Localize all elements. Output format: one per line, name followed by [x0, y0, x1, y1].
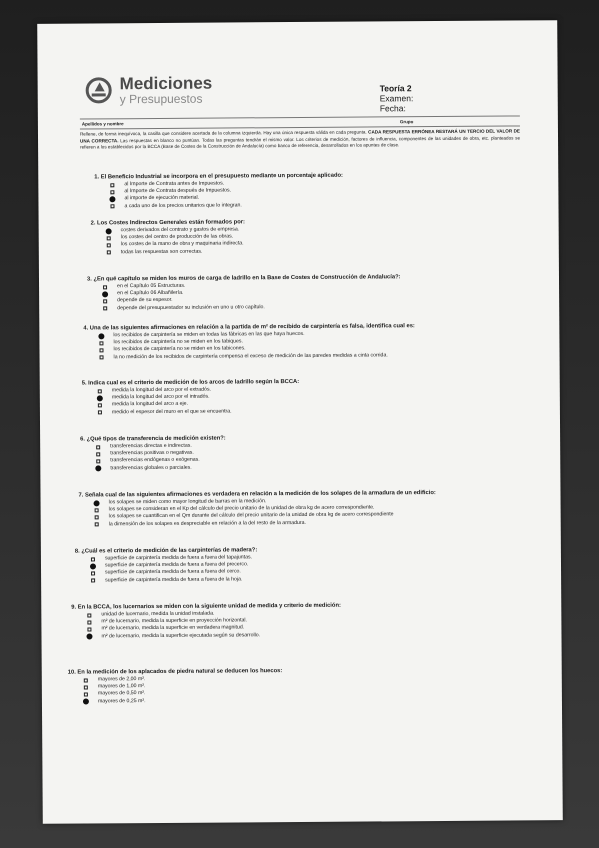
answer-option-label: depende de su espesor. [117, 297, 173, 304]
student-field-row [80, 115, 520, 129]
question-title: 9. En la BCCA, los lucernarios se miden con la siguiente unidad de medida y criterio de medición: [71, 602, 341, 611]
question-8 [75, 544, 525, 584]
answer-option-label: superficie de carpintería medida de fuera a fuera de la hoja. [105, 576, 243, 583]
answer-option-label: los solapes se cuantifican en el Qm durante del cálculo del precio unitario de la unidad de obra kg de acero correspondiente [108, 511, 394, 520]
exam-label: Examen: [379, 93, 414, 104]
checkbox-icon[interactable] [95, 523, 99, 527]
answer-option-label: medida la longitud del arco por el extradós. [111, 386, 211, 394]
answer-option-label: mayores de 0,50 m². [97, 690, 146, 697]
checkbox-icon[interactable] [84, 692, 88, 696]
checkbox-icon[interactable] [87, 620, 91, 624]
checkbox-icon[interactable] [84, 685, 88, 689]
answer-option-label: superficie de carpintería medida de fuera a fuera del tapajuntas. [104, 554, 253, 562]
checkbox-icon[interactable] [98, 411, 102, 415]
answer-option-label: los recibidos de carpintería no se miden en los tabicones. [113, 345, 246, 353]
name-field-label: Apellidos y nombre [81, 121, 124, 127]
answer-option-label: los costes del centro de producción de las obras. [120, 233, 234, 241]
question-9 [71, 600, 521, 640]
checkbox-icon[interactable] [84, 678, 88, 682]
filled-checkbox-icon[interactable] [90, 563, 96, 569]
date-label: Fecha: [379, 103, 406, 114]
question-4 [83, 321, 533, 361]
checkbox-icon[interactable] [87, 613, 91, 617]
instructions [80, 128, 520, 151]
filled-checkbox-icon[interactable] [86, 634, 92, 640]
question-6 [80, 432, 530, 472]
question-title: 3. ¿En qué capítulo se miden los muros de carga de ladrillo en la Base de Costes de Construcción de Andalucía?: [86, 274, 401, 283]
instructions-text: Rellene, de forma inequívoca, la casilla que considere acertada de la columna izquierda. Hay una única respuesta válida en cada pregunta. [79, 129, 369, 137]
checkbox-icon[interactable] [95, 508, 99, 512]
answer-option-label: m² de lucernario, medida la superficie en proyección horizontal. [101, 617, 248, 625]
checkbox-icon[interactable] [100, 356, 104, 360]
logo-text [120, 75, 213, 106]
answer-option-label: los solapes se consideran en el Kp del cálculo del precio unitario de la unidad de obra kg de acero correspondiente. [108, 504, 375, 513]
checkbox-icon[interactable] [103, 299, 107, 303]
answer-option-label: en el Capítulo 06 Albañilería. [117, 290, 184, 297]
answer-option-label: unidad de lucernario, medida la unidad instalada. [101, 610, 215, 618]
answer-option-label: m² de lucernario, medida la superficie en verdadera magnitud. [101, 624, 245, 632]
answer-option-label: los recibidos de carpintería se miden en todas las fábricas en las que haya huecos. [113, 330, 305, 339]
checkbox-icon[interactable] [103, 307, 107, 311]
answer-option-label: mayores de 0,25 m². [97, 697, 146, 705]
answer-option-label: mayores de 2,00 m². [97, 676, 146, 683]
filled-checkbox-icon[interactable] [97, 395, 103, 401]
question-title: 1. El Beneficio Industrial se incorpora en el presupuesto mediante un porcentaje aplicado: [94, 172, 343, 181]
checkbox-icon[interactable] [96, 445, 100, 449]
question-title: 2. Los Costes Indirectos Generales están formados por: [90, 219, 245, 227]
answer-option-label: m² de lucernario, medida la superficie ejecutada según su desarrollo. [101, 631, 261, 640]
question-10 [68, 665, 518, 705]
answer-option-label: en el Capítulo 05 Estructuras. [117, 282, 186, 290]
logo-subtitle: y Presupuestos [119, 91, 203, 107]
answer-option-label: los solapes se miden como mayor longitud de barras en la medición. [108, 498, 267, 506]
filled-checkbox-icon[interactable] [83, 699, 89, 705]
question-2 [91, 216, 541, 256]
question-5 [82, 376, 532, 416]
question-title: 8. ¿Cuál es el criterio de medición de las carpinterías de madera?: [74, 547, 258, 555]
filled-checkbox-icon[interactable] [98, 333, 104, 339]
checkbox-icon[interactable] [96, 459, 100, 463]
filled-checkbox-icon[interactable] [102, 291, 108, 297]
answer-option-label: medido el espesor del muro en el que se encuentra. [111, 408, 232, 415]
checkbox-icon[interactable] [95, 515, 99, 519]
answer-option-label: los recibidos de carpintería no se miden en los tabiques. [113, 338, 243, 346]
checkbox-icon[interactable] [98, 389, 102, 393]
filled-checkbox-icon[interactable] [94, 500, 100, 506]
logo-title: Mediciones [119, 73, 213, 94]
checkbox-icon[interactable] [87, 627, 91, 631]
filled-checkbox-icon[interactable] [95, 466, 101, 472]
checkbox-icon[interactable] [91, 571, 95, 575]
checkbox-icon[interactable] [103, 285, 107, 289]
answer-option-label: la dimensión de los solapes es despreciable en relación a la del resto de la armadura. [108, 519, 306, 527]
question-title: 7. Señala cual de las siguientes afirmaciones es verdadera en relación a la medición de los solapes de la armadura de un edificio: [78, 490, 436, 499]
question-title: 10. En la medición de los aplacados de piedra natural se deducen los huecos: [67, 668, 283, 676]
answer-option-label: transferencias positivas o negativas. [110, 449, 194, 457]
checkbox-icon[interactable] [107, 251, 111, 255]
answer-option-label: los costes de la mano de obra y maquinaria indirecta. [120, 240, 244, 248]
answer-option-label: medida la longitud del arco a eje. [111, 401, 189, 408]
question-title: 4. Una de las siguientes afirmaciones en relación a la partida de m² de recibido de carpintería es falsa, identifica cual es: [83, 323, 415, 332]
answer-option-label: al Importe de Contrata después de Impuestos. [124, 187, 232, 195]
exam-sheet [37, 20, 563, 824]
answer-option-label: al Importe de Contrata antes de Impuestos. [124, 180, 225, 188]
checkbox-icon[interactable] [110, 190, 114, 194]
answer-option-label: depende del presupuestador su inclusión en uno u otro capítulo. [117, 303, 265, 311]
checkbox-icon[interactable] [110, 204, 114, 208]
logo-icon [86, 78, 112, 104]
question-3 [87, 272, 537, 312]
answer-option-label: transferencias endógenas o exógenas. [110, 457, 200, 464]
answer-option-label: superficie de carpintería medida de fuera a fuera del precerco. [104, 561, 249, 569]
checkbox-icon[interactable] [99, 348, 103, 352]
answer-option-label: todas las respuestas son correctas. [120, 248, 203, 255]
instructions-warning: CADA RESPUESTA ERRÓNEA RESTARÁ UN TERCIO DEL VALOR DE UNA CORRECTA. [80, 128, 520, 144]
answer-option-label: transferencias globales o parciales. [110, 464, 192, 471]
checkbox-icon[interactable] [98, 403, 102, 407]
exam-subject: Teoría 2 [379, 83, 412, 94]
checkbox-icon[interactable] [107, 243, 111, 247]
checkbox-icon[interactable] [107, 236, 111, 240]
answer-option-label: medida la longitud del arco por el intradós. [111, 393, 210, 401]
group-field-label: Grupo [399, 119, 414, 125]
filled-checkbox-icon[interactable] [109, 196, 115, 202]
question-7 [78, 488, 528, 528]
answer-option-label: al importe de ejecución material. [124, 195, 200, 202]
answer-option-label: superficie de carpintería medida de fuera a fuera del cerco. [105, 568, 241, 576]
exam-meta [380, 83, 414, 113]
checkbox-icon[interactable] [91, 579, 95, 583]
question-title: 5. Indica cual es el criterio de medición de los arcos de ladrillo según la BCCA: [81, 379, 300, 387]
instructions-text-rest: Las respuestas en blanco no puntúan. Todas las preguntas tendrán el mismo valor. Los criterios de medición, factores de influencia, componentes de las unidades de obra, etc. planteados se refieren a los establecidos por la BCCA (Base de Costes de la Construcción de Andalucía) como banco de referencia, desarrollados en los apuntes de clase. [80, 135, 521, 150]
question-title: 6. ¿Qué tipos de transferencia de medición existen?: [80, 435, 226, 443]
logo [86, 75, 213, 106]
answer-option-label: costes derivados del contrato y gastos de empresa. [120, 226, 240, 234]
answer-option-label: a cada uno de los precios unitarios que lo integran. [124, 202, 242, 209]
answer-option-label: mayores de 1,00 m². [97, 683, 146, 690]
question-1 [94, 170, 544, 210]
checkbox-icon[interactable] [99, 341, 103, 345]
checkbox-icon[interactable] [91, 557, 95, 561]
answer-option-label: la no medición de los recibidos de carpintería compensa el exceso de medición de las paredes medidas a cinta corrida. [113, 351, 388, 360]
answer-option-label: transferencias directas e indirectas. [110, 442, 192, 450]
filled-checkbox-icon[interactable] [106, 228, 112, 234]
checkbox-icon[interactable] [96, 452, 100, 456]
checkbox-icon[interactable] [110, 183, 114, 187]
